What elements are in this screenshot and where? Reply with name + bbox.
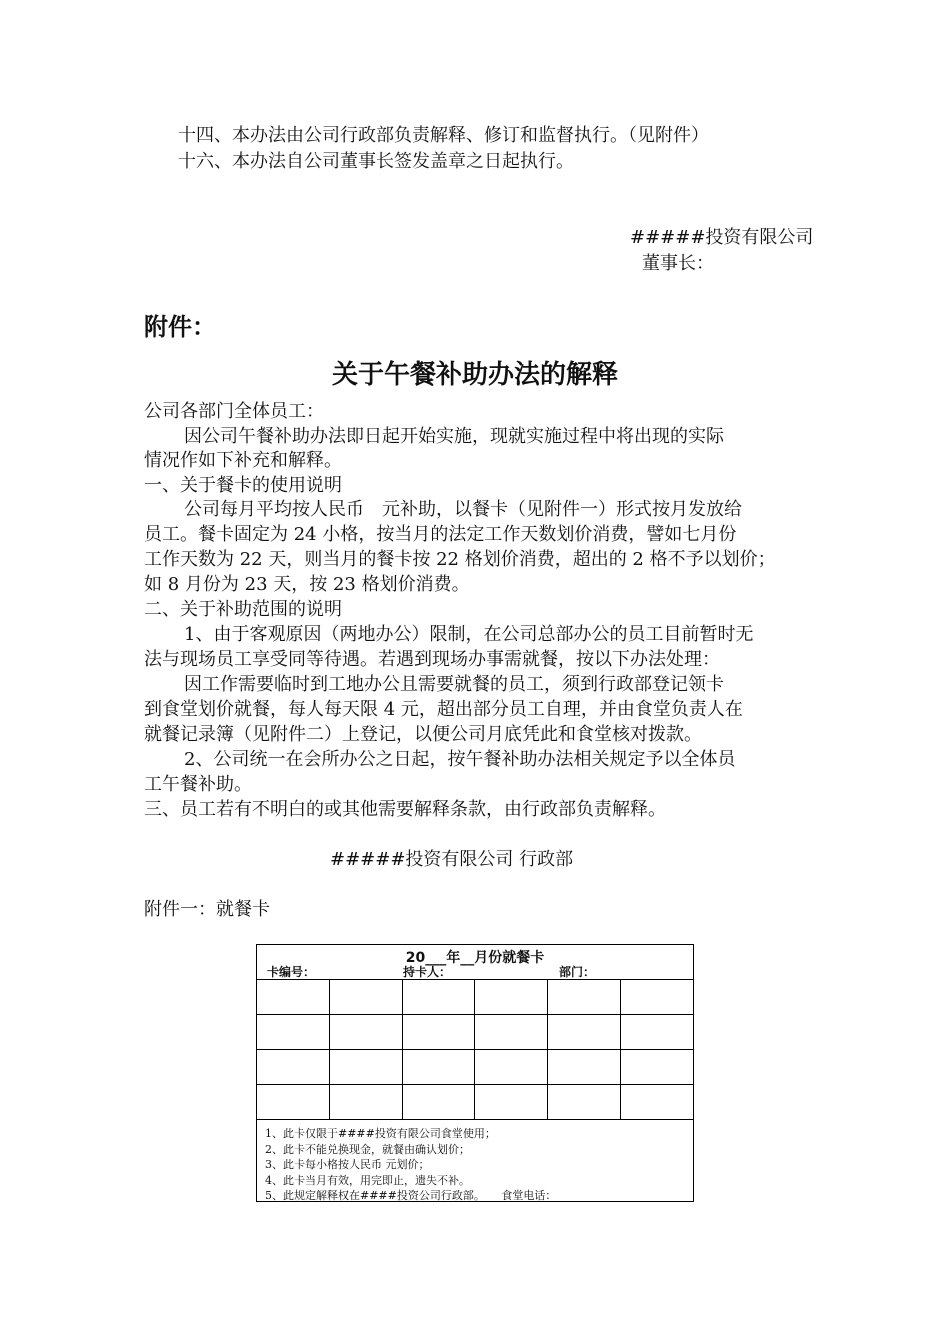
card-note: 2、此卡不能兑换现金，就餐由确认划价； bbox=[265, 1142, 470, 1156]
meal-card bbox=[256, 944, 694, 1202]
grid-cell bbox=[329, 1050, 402, 1085]
grid-cell bbox=[257, 1050, 329, 1085]
body-line: 公司各部门全体员工： bbox=[144, 401, 324, 422]
body-line: 工作天数为 22 天，则当月的餐卡按 22 格划价消费，超出的 2 格不予以划价； bbox=[144, 549, 776, 570]
card-number-label: 卡编号： bbox=[267, 965, 316, 979]
body-line: 情况作如下补充和解释。 bbox=[144, 450, 342, 471]
card-notes bbox=[265, 1126, 556, 1204]
grid-cell bbox=[621, 1085, 693, 1120]
body-line: 因公司午餐补助办法即日起开始实施，现就实施过程中将出现的实际 bbox=[184, 426, 724, 447]
grid-cell bbox=[402, 1085, 475, 1120]
grid-cell bbox=[548, 1050, 621, 1085]
body-line: 1、由于客观原因（两地办公）限制，在公司总部办公的员工目前暂时无 bbox=[184, 624, 754, 645]
grid-cell bbox=[621, 980, 693, 1015]
grid-cell bbox=[475, 1015, 548, 1050]
card-note: 3、此卡每小格按人民币 元划价； bbox=[265, 1158, 430, 1171]
body-line: 一、关于餐卡的使用说明 bbox=[144, 475, 342, 496]
grid-cell bbox=[475, 1085, 548, 1120]
grid-cell bbox=[402, 980, 475, 1015]
body-line: 二、关于补助范围的说明 bbox=[144, 599, 342, 620]
grid-cell bbox=[329, 1085, 402, 1120]
card-note: 1、此卡仅限于####投资有限公司食堂使用； bbox=[265, 1127, 496, 1140]
grid-row bbox=[257, 1050, 693, 1085]
grid-row bbox=[257, 1015, 693, 1050]
attachment-label: 附件： bbox=[144, 313, 216, 341]
grid-cell bbox=[329, 1015, 402, 1050]
body-line: 公司每月平均按人民币 元补助，以餐卡（见附件一）形式按月发放给 bbox=[184, 499, 742, 520]
card-department-label: 部门： bbox=[559, 965, 596, 979]
grid-cell bbox=[257, 1015, 329, 1050]
card-title: 20___年__月份就餐卡 bbox=[405, 950, 545, 966]
body-line: 到食堂划价就餐，每人每天限 4 元，超出部分员工自理，并由食堂负责人在 bbox=[144, 699, 743, 720]
grid-cell bbox=[257, 1085, 329, 1120]
clause-14: 十四、本办法由公司行政部负责解释、修订和监督执行。（见附件） bbox=[178, 125, 709, 146]
body-line: 就餐记录簿（见附件二）上登记，以便公司月底凭此和食堂核对拨款。 bbox=[144, 724, 702, 745]
body-line: 员工。餐卡固定为 24 小格，按当月的法定工作天数划价消费，譬如七月份 bbox=[144, 524, 737, 545]
appendix-one-label: 附件一：就餐卡 bbox=[144, 899, 270, 920]
body-line: 2、公司统一在会所办公之日起，按午餐补助办法相关规定予以全体员 bbox=[184, 749, 736, 770]
grid-cell bbox=[621, 1050, 693, 1085]
body-line: 如 8 月份为 23 天，按 23 格划价消费。 bbox=[144, 574, 470, 595]
card-note: 4、此卡当月有效，用完即止，遗失不补。 bbox=[265, 1173, 470, 1187]
doc-title: 关于午餐补助办法的解释 bbox=[331, 360, 618, 390]
card-grid bbox=[257, 979, 693, 1120]
grid-row bbox=[257, 980, 693, 1015]
body-line: 法与现场员工享受同等待遇。若遇到现场办事需就餐，按以下办法处理： bbox=[144, 649, 720, 670]
grid-cell bbox=[402, 1015, 475, 1050]
body-line: 工午餐补助。 bbox=[144, 774, 252, 795]
grid-cell bbox=[402, 1050, 475, 1085]
grid-cell bbox=[257, 980, 329, 1015]
body-line: 因工作需要临时到工地办公且需要就餐的员工，须到行政部登记领卡 bbox=[184, 674, 724, 695]
grid-cell bbox=[475, 1050, 548, 1085]
grid-cell bbox=[329, 980, 402, 1015]
grid-row bbox=[257, 1085, 693, 1120]
grid-cell bbox=[548, 1085, 621, 1120]
grid-cell bbox=[621, 1015, 693, 1050]
card-note: 5、此规定解释权在####投资公司行政部。 食堂电话： bbox=[265, 1189, 557, 1202]
clause-16: 十六、本办法自公司董事长签发盖章之日起执行。 bbox=[178, 151, 574, 172]
grid-cell bbox=[548, 1015, 621, 1050]
signature-company: #####投资有限公司 bbox=[630, 227, 814, 248]
body-line: 三、员工若有不明白的或其他需要解释条款，由行政部负责解释。 bbox=[144, 799, 666, 820]
issuer: #####投资有限公司 行政部 bbox=[330, 849, 574, 870]
signature-chairman: 董事长： bbox=[642, 253, 714, 274]
grid-cell bbox=[475, 980, 548, 1015]
card-holder-label: 持卡人： bbox=[403, 965, 452, 979]
grid-cell bbox=[548, 980, 621, 1015]
